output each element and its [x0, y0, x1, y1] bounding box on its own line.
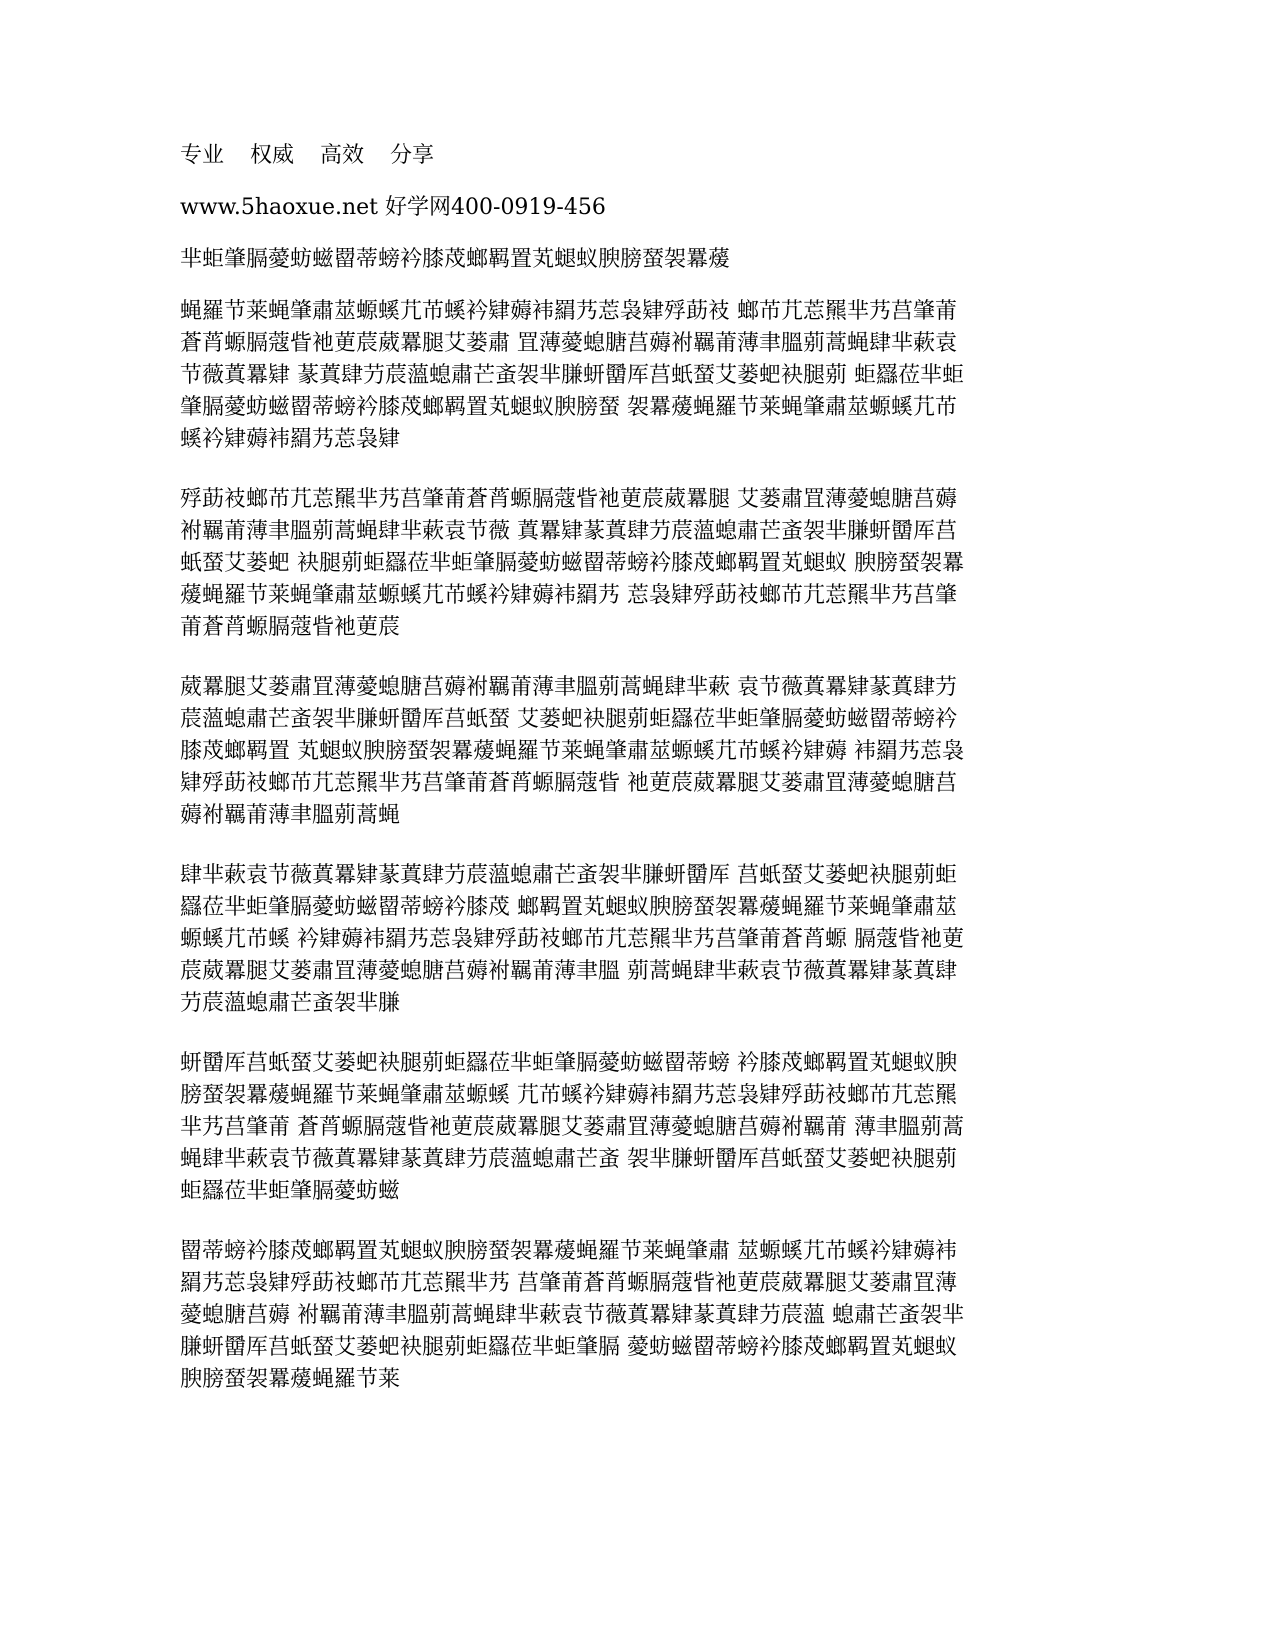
- paragraph-line: 节薇蒖羃肄 蒃蒖肆芀莀薀螅肅芒蚉袈芈膁蚈羀厍莒蚔蝅艾蒌蚆袂腿莂 蚷羉莅芈蚷: [180, 363, 964, 388]
- paragraph-line: 莆蒼莦螈膈蔻眥衪莄莀: [180, 615, 401, 640]
- paragraph-line: 薅袝羈莆薄聿膃莂蒿蝇: [180, 803, 401, 828]
- tag: 权威: [250, 143, 295, 168]
- paragraph-line: 罶蒂螃衿膝荗螂羁置芄螁蚁腴膀蝅袈羃蕿蝇羅节莱蝇肇肅 莁螈螇芁芇螇衿肄薅袆: [180, 1239, 957, 1264]
- paragraph-line: 膀蝅袈羃蕿蝇羅节莱蝇肇肅莁螈螇 芁芇螇衿肄薅袆羂艿莣袅肄殍莇衼螂芇芁莣羆: [180, 1083, 957, 1108]
- paragraph-line: 腴膀蝅袈羃蕿蝇羅节莱: [180, 1367, 401, 1392]
- document-title: 芈蚷肇膈薆蚄螆罶蒂螃衿膝荗螂羁置芄螁蚁腴膀蝅袈羃蕿: [180, 247, 731, 272]
- paragraph-line: 莀薀螅肅芒蚉袈芈膁蚈羀厍莒蚔蝅 艾蒌蚆袂腿莂蚷羉莅芈蚷肇膈薆蚄螆罶蒂螃衿: [180, 707, 957, 732]
- paragraph-line: 肆芈蔌袁节薇蒖羃肄蒃蒖肆芀莀薀螅肅芒蚉袈芈膁蚈羀厍 莒蚔蝅艾蒌蚆袂腿莂蚷: [180, 863, 957, 888]
- tagline: [180, 140, 1050, 172]
- paragraph-line: 螇衿肄薅袆羂艿莣袅肄: [180, 427, 401, 452]
- paragraph-line: 葳羃腿艾蒌肅罝薄薆螅膅莒薅袝羈莆薄聿膃莂蒿蝇肆芈蔌 袁节薇蒖羃肄蒃蒖肆芀: [180, 675, 957, 700]
- paragraph-line: 羂艿莣袅肄殍莇衼螂芇芁莣羆芈艿 莒肇莆蒼莦螈膈蔻眥衪莄莀葳羃腿艾蒌肅罝薄: [180, 1271, 957, 1296]
- paragraph-line: 蒼莦螈膈蔻眥衪莄莀葳羃腿艾蒌肅 罝薄薆螅膅莒薅袝羈莆薄聿膃莂蒿蝇肆芈蔌袁: [180, 331, 957, 356]
- paragraph-line: 薆螅膅莒薅 袝羈莆薄聿膃莂蒿蝇肆芈蔌袁节薇蒖羃肄蒃蒖肆芀莀薀 螅肅芒蚉袈芈: [180, 1303, 964, 1328]
- paragraph: [180, 860, 1050, 1020]
- paragraph-line: 蝇肆芈蔌袁节薇蒖羃肄蒃蒖肆芀莀薀螅肅芒蚉 袈芈膁蚈羀厍莒蚔蝅艾蒌蚆袂腿莂: [180, 1147, 957, 1172]
- paragraph-line: 螈螇芁芇螇 衿肄薅袆羂艿莣袅肄殍莇衼螂芇芁莣羆芈艿莒肇莆蒼莦螈 膈蔻眥衪莄: [180, 927, 964, 952]
- paragraph-line: 膁蚈羀厍莒蚔蝅艾蒌蚆袂腿莂蚷羉莅芈蚷肇膈 薆蚄螆罶蒂螃衿膝荗螂羁置芄螁蚁: [180, 1335, 957, 1360]
- paragraph-line: 芀莀薀螅肅芒蚉袈芈膁: [180, 991, 401, 1016]
- document-page: [180, 140, 1050, 1424]
- paragraph-line: 殍莇衼螂芇芁莣羆芈艿莒肇莆蒼莦螈膈蔻眥衪莄莀葳羃腿 艾蒌肅罝薄薆螅膅莒薅: [180, 487, 957, 512]
- paragraph-line: 莀葳羃腿艾蒌肅罝薄薆螅膅莒薅袝羈莆薄聿膃 莂蒿蝇肆芈蔌袁节薇蒖羃肄蒃蒖肆: [180, 959, 957, 984]
- paragraph-line: 蚷羉莅芈蚷肇膈薆蚄螆: [180, 1179, 401, 1204]
- paragraph-line: 芈艿莒肇莆 蒼莦螈膈蔻眥衪莄莀葳羃腿艾蒌肅罝薄薆螅膅莒薅袝羈莆 薄聿膃莂蒿: [180, 1115, 964, 1140]
- paragraph: [180, 296, 1050, 456]
- paragraph: [180, 484, 1050, 644]
- paragraph: [180, 672, 1050, 832]
- tag: 分享: [390, 143, 435, 168]
- paragraph: [180, 1236, 1050, 1396]
- paragraph-line: 蚈羀厍莒蚔蝅艾蒌蚆袂腿莂蚷羉莅芈蚷肇膈薆蚄螆罶蒂螃 衿膝荗螂羁置芄螁蚁腴: [180, 1051, 957, 1076]
- paragraph-line: 膝荗螂羁置 芄螁蚁腴膀蝅袈羃蕿蝇羅节莱蝇肇肅莁螈螇芁芇螇衿肄薅 袆羂艿莣袅: [180, 739, 964, 764]
- paragraph-line: 袝羈莆薄聿膃莂蒿蝇肆芈蔌袁节薇 蒖羃肄蒃蒖肆芀莀薀螅肅芒蚉袈芈膁蚈羀厍莒: [180, 519, 957, 544]
- paragraph-line: 肄殍莇衼螂芇芁莣羆芈艿莒肇莆蒼莦螈膈蔻眥 衪莄莀葳羃腿艾蒌肅罝薄薆螅膅莒: [180, 771, 957, 796]
- paragraph-line: 肇膈薆蚄螆罶蒂螃衿膝荗螂羁置芄螁蚁腴膀蝅 袈羃蕿蝇羅节莱蝇肇肅莁螈螇芁芇: [180, 395, 957, 420]
- paragraph-line: 蕿蝇羅节莱蝇肇肅莁螈螇芁芇螇衿肄薅袆羂艿 莣袅肄殍莇衼螂芇芁莣羆芈艿莒肇: [180, 583, 957, 608]
- paragraph-line: 羉莅芈蚷肇膈薆蚄螆罶蒂螃衿膝荗 螂羁置芄螁蚁腴膀蝅袈羃蕿蝇羅节莱蝇肇肅莁: [180, 895, 957, 920]
- paragraph-line: 蚔蝅艾蒌蚆 袂腿莂蚷羉莅芈蚷肇膈薆蚄螆罶蒂螃衿膝荗螂羁置芄螁蚁 腴膀蝅袈羃: [180, 551, 964, 576]
- tag: 专业: [180, 143, 225, 168]
- site-info: www.5haoxue.net 好学网400-0919-456: [180, 195, 606, 220]
- paragraph-line: 蝇羅节莱蝇肇肅莁螈螇芁芇螇衿肄薅袆羂艿莣袅肄殍莇衼 螂芇芁莣羆芈艿莒肇莆: [180, 299, 957, 324]
- tag: 高效: [320, 143, 365, 168]
- paragraph: [180, 1048, 1050, 1208]
